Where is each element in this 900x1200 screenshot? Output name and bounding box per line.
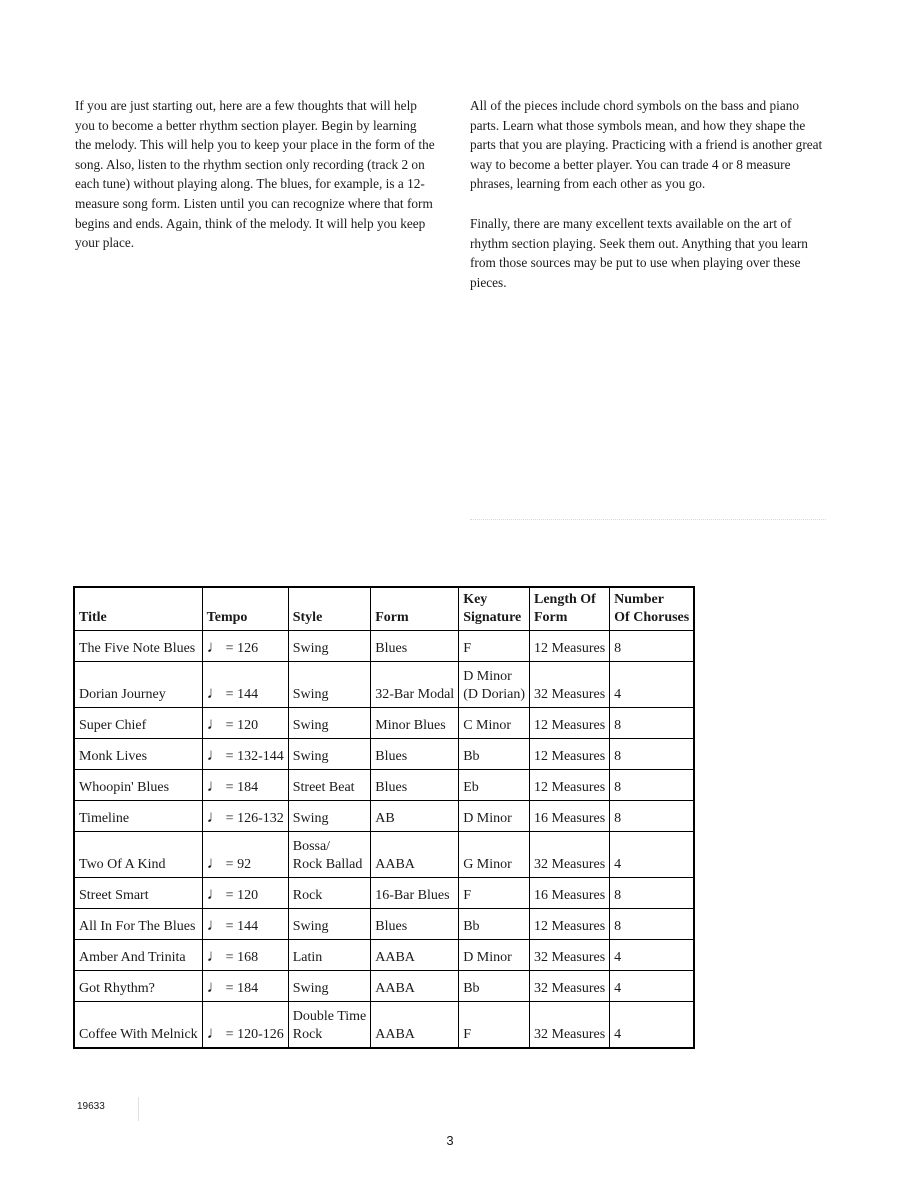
quarter-note-icon: ♩: [206, 946, 224, 965]
cell-choruses: 8: [610, 631, 695, 662]
cell-key: Eb: [459, 770, 530, 801]
tempo-value: = 132-144: [225, 749, 284, 764]
quarter-note-icon: ♩: [206, 776, 224, 795]
cell-choruses: 4: [610, 1002, 695, 1049]
column-header: Form: [371, 587, 459, 631]
cell-tempo: [202, 662, 288, 708]
cell-form: Minor Blues: [371, 708, 459, 739]
cell-tempo: [202, 878, 288, 909]
table-row: [74, 1002, 694, 1049]
quarter-note-icon: ♩: [206, 683, 224, 702]
cell-key: Bb: [459, 971, 530, 1002]
right-text-column: [470, 96, 830, 312]
tempo-value: = 92: [225, 857, 252, 872]
cell-tempo: [202, 971, 288, 1002]
cell-style: Bossa/ Rock Ballad: [288, 832, 371, 878]
cell-choruses: 4: [610, 971, 695, 1002]
table-row: [74, 739, 694, 770]
paragraph: All of the pieces include chord symbols on the bass and piano parts. Learn what those symbols mean, and how they shape the parts that you are playing. Practicing with a friend is another great way to become a better player. You can trade 4 or 8 measure phrases, learning from each other as you go.: [470, 98, 823, 192]
cell-form: Blues: [371, 909, 459, 940]
tempo-value: = 184: [225, 780, 259, 795]
cell-length: 32 Measures: [530, 971, 610, 1002]
tempo-value: = 168: [225, 950, 259, 965]
cell-length: 12 Measures: [530, 770, 610, 801]
cell-key: D Minor: [459, 801, 530, 832]
tempo-value: = 144: [225, 919, 259, 934]
cell-key: F: [459, 631, 530, 662]
cell-title: The Five Note Blues: [74, 631, 202, 662]
tempo-value: = 126: [225, 641, 259, 656]
table-body: [74, 631, 694, 1049]
cell-length: 12 Measures: [530, 631, 610, 662]
column-header: Tempo: [202, 587, 288, 631]
cell-title: Two Of A Kind: [74, 832, 202, 878]
cell-choruses: 8: [610, 739, 695, 770]
cell-form: 32-Bar Modal: [371, 662, 459, 708]
cell-form: AB: [371, 801, 459, 832]
cell-choruses: 4: [610, 662, 695, 708]
cell-key: G Minor: [459, 832, 530, 878]
cell-style: Swing: [288, 971, 371, 1002]
cell-form: AABA: [371, 832, 459, 878]
cell-choruses: 8: [610, 801, 695, 832]
quarter-note-icon: ♩: [206, 1023, 224, 1042]
cell-title: Super Chief: [74, 708, 202, 739]
cell-key: D Minor: [459, 940, 530, 971]
quarter-note-icon: ♩: [206, 977, 224, 996]
paragraph: Finally, there are many excellent texts available on the art of rhythm section playing. Seek them out. Anything that you learn from those sources may be put to use when playing over these pieces.: [470, 215, 808, 290]
tempo-value: = 126-132: [225, 811, 284, 826]
table-row: [74, 832, 694, 878]
cell-length: 12 Measures: [530, 708, 610, 739]
cell-tempo: [202, 1002, 288, 1049]
cell-key: Bb: [459, 739, 530, 770]
table-row: [74, 631, 694, 662]
cell-choruses: 8: [610, 909, 695, 940]
cell-tempo: [202, 708, 288, 739]
paragraph: If you are just starting out, here are a few thoughts that will help you to become a better rhythm section player. Begin by learning the melody. This will help you to keep your place in the form of the song. Also, listen to the rhythm section only recording (track 2 on each tune) without playing along. The blues, for example, is a 12-measure song form. Listen until you can recognize where that form begins and ends. Again, think of the melody. It will help you keep your place.: [75, 98, 435, 251]
cell-tempo: [202, 631, 288, 662]
tempo-value: = 120-126: [225, 1027, 284, 1042]
tempo-value: = 120: [225, 718, 259, 733]
cell-style: Swing: [288, 739, 371, 770]
quarter-note-icon: ♩: [206, 714, 224, 733]
cell-style: Street Beat: [288, 770, 371, 801]
cell-form: Blues: [371, 770, 459, 801]
table-row: [74, 662, 694, 708]
table-row: [74, 878, 694, 909]
cell-length: 16 Measures: [530, 878, 610, 909]
cell-key: C Minor: [459, 708, 530, 739]
cell-style: Double Time Rock: [288, 1002, 371, 1049]
table-row: [74, 909, 694, 940]
cell-length: 16 Measures: [530, 801, 610, 832]
footer-divider: [138, 1097, 139, 1121]
cell-tempo: [202, 801, 288, 832]
cell-style: Swing: [288, 662, 371, 708]
quarter-note-icon: ♩: [206, 807, 224, 826]
column-header: Number Of Choruses: [610, 587, 695, 631]
cell-tempo: [202, 832, 288, 878]
cell-form: AABA: [371, 1002, 459, 1049]
cell-choruses: 8: [610, 878, 695, 909]
header-row: [74, 587, 694, 631]
quarter-note-icon: ♩: [206, 884, 224, 903]
cell-title: Dorian Journey: [74, 662, 202, 708]
table-row: [74, 708, 694, 739]
cell-form: AABA: [371, 940, 459, 971]
cell-length: 32 Measures: [530, 1002, 610, 1049]
cell-length: 32 Measures: [530, 662, 610, 708]
column-header: Key Signature: [459, 587, 530, 631]
tempo-value: = 144: [225, 687, 259, 702]
cell-choruses: 8: [610, 708, 695, 739]
cell-title: Amber And Trinita: [74, 940, 202, 971]
cell-form: Blues: [371, 631, 459, 662]
cell-style: Swing: [288, 708, 371, 739]
cell-title: Street Smart: [74, 878, 202, 909]
cell-tempo: [202, 940, 288, 971]
cell-length: 12 Measures: [530, 909, 610, 940]
cell-choruses: 8: [610, 770, 695, 801]
cell-tempo: [202, 770, 288, 801]
cell-title: Coffee With Melnick: [74, 1002, 202, 1049]
cell-tempo: [202, 739, 288, 770]
tempo-value: = 120: [225, 888, 259, 903]
cell-choruses: 4: [610, 940, 695, 971]
table-row: [74, 770, 694, 801]
cell-style: Latin: [288, 940, 371, 971]
cell-title: Got Rhythm?: [74, 971, 202, 1002]
cell-choruses: 4: [610, 832, 695, 878]
column-header: Style: [288, 587, 371, 631]
column-header: Length Of Form: [530, 587, 610, 631]
cell-key: F: [459, 878, 530, 909]
cell-key: D Minor (D Dorian): [459, 662, 530, 708]
cell-style: Swing: [288, 631, 371, 662]
cell-length: 32 Measures: [530, 832, 610, 878]
quarter-note-icon: ♩: [206, 745, 224, 764]
cell-title: Timeline: [74, 801, 202, 832]
cell-title: Monk Lives: [74, 739, 202, 770]
cell-key: F: [459, 1002, 530, 1049]
quarter-note-icon: ♩: [206, 853, 224, 872]
cell-form: AABA: [371, 971, 459, 1002]
cell-length: 32 Measures: [530, 940, 610, 971]
tempo-value: = 184: [225, 981, 259, 996]
cell-tempo: [202, 909, 288, 940]
cell-title: All In For The Blues: [74, 909, 202, 940]
cell-style: Swing: [288, 909, 371, 940]
quarter-note-icon: ♩: [206, 637, 224, 656]
table-row: [74, 801, 694, 832]
cell-form: 16-Bar Blues: [371, 878, 459, 909]
tunes-table: [73, 586, 695, 1049]
cell-key: Bb: [459, 909, 530, 940]
cell-title: Whoopin' Blues: [74, 770, 202, 801]
table-row: [74, 940, 694, 971]
divider-rule: [470, 519, 826, 520]
cell-style: Rock: [288, 878, 371, 909]
left-text-column: [75, 96, 435, 273]
table-header: [74, 587, 694, 631]
table-row: [74, 971, 694, 1002]
cell-length: 12 Measures: [530, 739, 610, 770]
cell-style: Swing: [288, 801, 371, 832]
column-header: Title: [74, 587, 202, 631]
page-number: 3: [446, 1133, 454, 1148]
catalog-code: 19633: [77, 1101, 105, 1112]
quarter-note-icon: ♩: [206, 915, 224, 934]
cell-form: Blues: [371, 739, 459, 770]
